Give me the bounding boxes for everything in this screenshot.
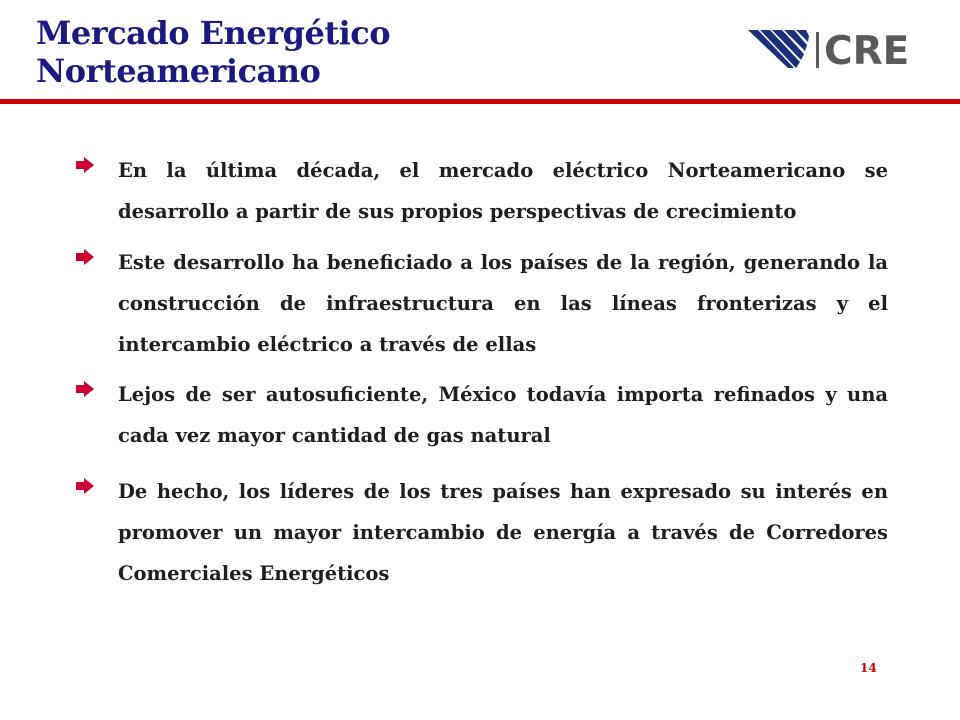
arrow-right-icon [76, 374, 118, 397]
page-number: 14 [860, 661, 877, 675]
bullet-text: Lejos de ser autosuficiente, México todavía importa refinados y una cada vez mayor cantidad de gas natural [118, 383, 888, 447]
bullet-list [76, 150, 888, 594]
arrow-right-icon [76, 150, 118, 173]
logo-divider [816, 32, 819, 68]
bullet-text: Este desarrollo ha beneficiado a los países de la región, generando la construcción de infraestructura en las líneas fronterizas y el intercambio eléctrico a través de ellas [118, 251, 888, 356]
bullet-item [76, 471, 888, 594]
cre-logo [744, 20, 924, 76]
cre-logo-graphic [744, 20, 924, 76]
logo-stripes-icon [748, 30, 809, 68]
bullet-text: De hecho, los líderes de los tres países han expresado su interés en promover un mayor intercambio de energía a través de Corredores Comerciales Energéticos [118, 480, 888, 585]
bullet-item [76, 242, 888, 365]
title-rule [0, 99, 960, 104]
arrow-right-icon [76, 471, 118, 494]
bullet-text: En la última década, el mercado eléctrico Norteamericano se desarrollo a partir de sus propios perspectivas de crecimiento [118, 159, 888, 223]
bullet-item [76, 150, 888, 232]
logo-text: CRE [824, 29, 910, 74]
slide-title-line-1: Mercado Energético [36, 14, 391, 52]
slide-title [36, 14, 390, 90]
arrow-right-icon [76, 242, 118, 265]
bullet-item [76, 374, 888, 456]
slide-title-line-2: Norteamericano [36, 52, 321, 90]
